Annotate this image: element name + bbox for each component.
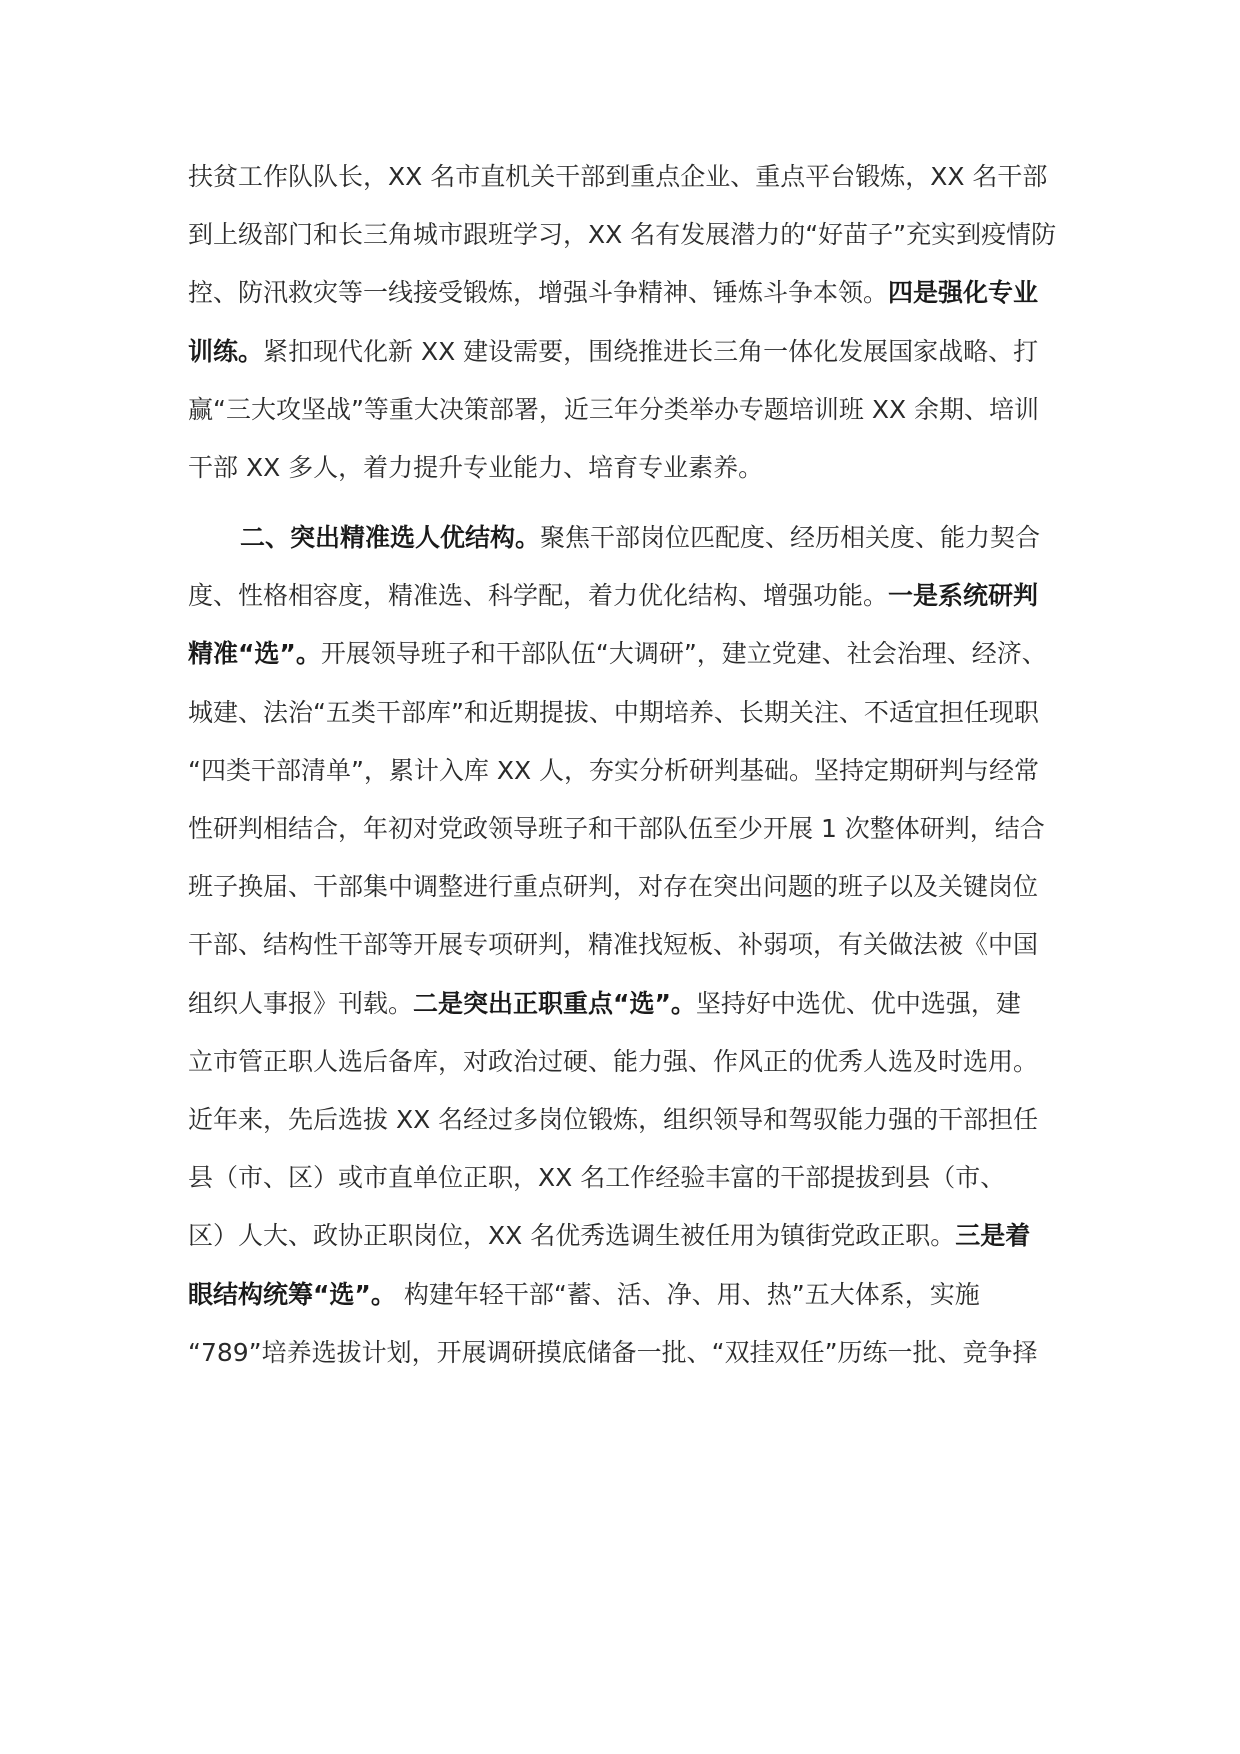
bold-text-run: 二是突出正职重点“选”。 [413,988,696,1018]
bold-text-run: 训练。 [188,336,264,366]
bold-text-run: 四是强化专业 [888,278,1039,308]
text-run: 到上级部门和长三角城市跟班学习，XX 名有发展潜力的“好苗子”充实到疫情防 [188,220,1057,250]
bold-text-run: 眼结构统筹“选”。 [188,1279,396,1309]
text-line [188,390,1058,430]
text-run: 干部、结构性干部等开展专项研判，精准找短板、补弱项，有关做法被《中国 [188,930,1039,960]
text-run: 开展领导班子和干部队伍“大调研”，建立党建、社会治理、经济、 [320,639,1047,669]
text-line [188,634,1058,674]
text-line [188,273,1058,313]
text-run: 组织人事报》刊载。 [188,988,414,1018]
text-run: 扶贫工作队队长，XX 名市直机关干部到重点企业、重点平台锻炼，XX 名干部 [188,162,1048,191]
text-line [188,809,1058,849]
bold-text-run: 二、突出精准选人优结构。 [240,523,541,552]
text-line [188,751,1058,791]
text-run: 性研判相结合，年初对党政领导班子和干部队伍至少开展 1 次整体研判，结合 [188,814,1045,843]
text-line [240,518,1110,558]
text-line [188,215,1058,255]
text-run: 控、防汛救灾等一线接受锻炼，增强斗争精神、锤炼斗争本领。 [188,278,889,308]
text-run: “四类干部清单”，累计入库 XX 人，夯实分析研判基础。坚持定期研判与经常 [188,755,1040,785]
text-line [188,332,1058,372]
text-run: 度、性格相容度，精准选、科学配，着力优化结构、增强功能。 [188,581,889,611]
bold-text-run: 精准“选”。 [188,639,321,669]
text-line [188,1100,1058,1140]
text-line [188,1275,1058,1315]
text-line [188,1333,1058,1373]
text-run: 立市管正职人选后备库，对政治过硬、能力强、作风正的优秀人选及时选用。 [188,1046,1039,1076]
text-run: 干部 XX 多人，着力提升专业能力、培育专业素养。 [188,453,764,482]
text-run: 城建、法治“五类干部库”和近期提拔、中期培养、长期关注、不适宜担任现职 [188,697,1039,727]
text-run: 构建年轻干部“蓄、活、净、用、热”五大体系，实施 [395,1279,980,1309]
text-run: 聚焦干部岗位匹配度、经历相关度、能力契合 [540,523,1041,552]
text-run: 县（市、区）或市直单位正职，XX 名工作经验丰富的干部提拔到县（市、 [188,1163,1006,1193]
text-run: 坚持好中选优、优中选强，建 [695,988,1021,1018]
text-line [188,576,1058,616]
text-line [188,693,1058,733]
text-line [188,925,1058,965]
text-run: “789”培养选拔计划，开展调研摸底储备一批、“双挂双任”历练一批、竞争择 [188,1337,1038,1367]
text-line [188,867,1058,907]
text-line [188,1216,1058,1256]
text-run: 班子换届、干部集中调整进行重点研判，对存在突出问题的班子以及关键岗位 [188,872,1039,902]
text-line [188,984,1058,1024]
text-line [188,1042,1058,1082]
text-run: 区）人大、政协正职岗位，XX 名优秀选调生被任用为镇街党政正职。 [188,1221,956,1251]
text-run: 近年来，先后选拔 XX 名经过多岗位锻炼，组织领导和驾驭能力强的干部担任 [188,1105,1039,1134]
text-line [188,157,1058,197]
text-run: 赢“三大攻坚战”等重大决策部署，近三年分类举办专题培训班 XX 余期、培训 [188,394,1040,424]
text-run: 紧扣现代化新 XX 建设需要，围绕推进长三角一体化发展国家战略、打 [263,336,1039,366]
bold-text-run: 一是系统研判 [888,581,1039,611]
text-line [188,1158,1058,1198]
text-line [188,448,1058,488]
bold-text-run: 三是着 [955,1221,1031,1251]
